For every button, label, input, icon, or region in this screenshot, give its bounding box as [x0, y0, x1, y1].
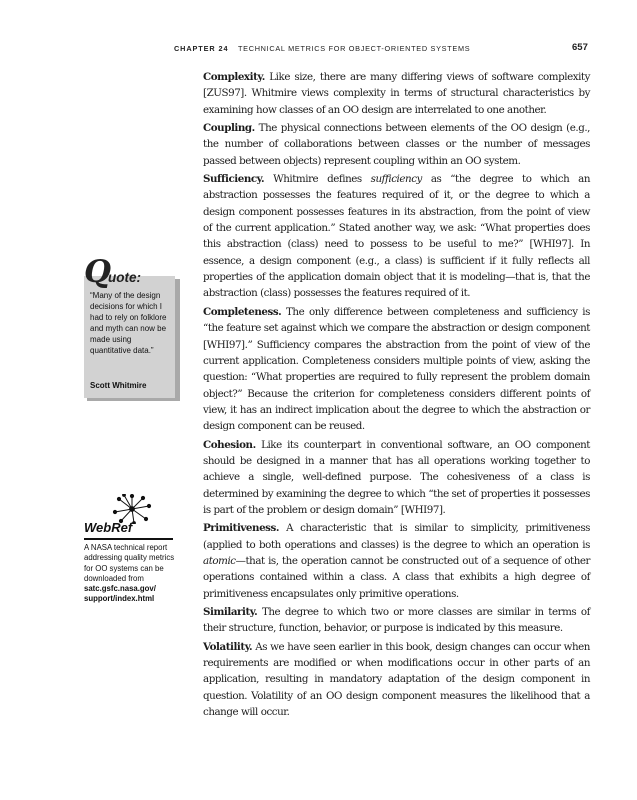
term-cohesion: Cohesion. [203, 438, 256, 451]
quote-text: “Many of the design decisions for which I had to rely on folklore and myth can now be made using quantitative data.” [90, 291, 167, 355]
webref-title: WebRef [84, 520, 133, 535]
text-complexity: Like size, there are many differing views of software complexity [ZUS97]. Whitmire views complexity in terms of structural characteristics by examining how classes of an OO design are interrelated to one another. [203, 71, 590, 116]
chapter-label: CHAPTER 24 [174, 44, 229, 53]
text-completeness: The only difference between completeness and sufficiency is “the feature set against which we compare the abstraction or design component [WHI97].” Sufficiency compares the abstraction from the point of view of the current application. Completeness considers multiple points of view, asking the question: “What properties are required to fully represent the problem domain object?” Because the criterion for completeness considers different points of view, it has an indirect implication about the degree to which the abstraction or design component can be reused. [203, 305, 590, 433]
text-sufficiency-after: as “the degree to which an abstraction possesses the features required of it, or the degree to which a design component possesses features in its abstraction, from the point of view of the current application.” Stated another way, we ask: “What properties does this abstraction (class) need to possess to be useful to me?” [WHI97]. In essence, a design component (e.g., a class) is sufficient if it fully reflects all properties of the application domain object that it is modeling—that is, that the abstraction (class) possesses the features required of it. [203, 173, 591, 300]
section-primitiveness [203, 520, 590, 602]
section-complexity [203, 69, 590, 118]
text-sufficiency-before: Whitmire defines [273, 173, 362, 186]
text-similarity: The degree to which two or more classes are similar in terms of their structure, function, behavior, or purpose is indicated by this measure. [203, 606, 590, 635]
webref-sidebar [84, 494, 184, 619]
emphasis-atomic: atomic [203, 554, 236, 567]
quote-logo-initial: Q [84, 254, 112, 290]
chapter-title: TECHNICAL METRICS FOR OBJECT-ORIENTED SYSTEMS [238, 44, 471, 53]
main-body [203, 69, 590, 722]
running-header [0, 44, 637, 58]
text-volatility: As we have seen earlier in this book, design changes can occur when requirements are modified or when modifications occur in other parts of an application, resulting in mandatory adaptation of the design component in question. Volatility of an OO design component measures the likelihood that a change will occur. [203, 640, 590, 719]
term-similarity: Similarity. [203, 606, 258, 618]
webref-divider [84, 538, 173, 540]
section-similarity [203, 604, 590, 637]
webref-url[interactable]: satc.gsfc.nasa.gov/ support/index.html [84, 584, 156, 604]
section-sufficiency [203, 171, 590, 302]
term-volatility: Volatility. [203, 640, 253, 653]
term-complexity: Complexity. [203, 71, 265, 83]
term-coupling: Coupling. [203, 122, 255, 135]
term-primitiveness: Primitiveness. [203, 522, 280, 535]
section-volatility [203, 639, 590, 721]
webref-description: A NASA technical report addressing quality metrics for OO systems can be downloaded from [84, 543, 175, 583]
section-completeness [203, 304, 590, 435]
section-coupling [203, 120, 590, 169]
text-primitiveness-after: —that is, the operation cannot be constructed out of a sequence of other operations contained within a class. A class that exhibits a high degree of primitiveness encapsulates only primitive operations. [203, 554, 590, 600]
term-sufficiency: Sufficiency. [203, 173, 265, 186]
term-completeness: Completeness. [203, 305, 282, 318]
page-number: 657 [572, 42, 588, 53]
quote-logo [84, 254, 176, 290]
quote-logo-text: uote: [108, 270, 141, 285]
webref-text [84, 543, 184, 605]
section-cohesion [203, 437, 590, 519]
text-coupling: The physical connections between elements of the OO design (e.g., the number of collaborations between classes or the number of messages passed between objects) represent coupling within an OO system. [203, 122, 590, 167]
quote-author: Scott Whitmire [90, 381, 147, 390]
emphasis-sufficiency: sufficiency [370, 173, 422, 186]
quote-sidebar [84, 254, 176, 400]
text-cohesion: Like its counterpart in conventional software, an OO component should be designed in a manner that has all operations working together to achieve a single, well-defined purpose. The cohesiveness of a class is determined by examining the degree to which “the set of properties it possesses is part of the problem or design domain” [WHI97]. [203, 438, 590, 516]
text-primitiveness-before: A characteristic that is similar to simplicity, primitiveness (applied to both operations and classes) is the degree to which an operation is [203, 522, 590, 551]
